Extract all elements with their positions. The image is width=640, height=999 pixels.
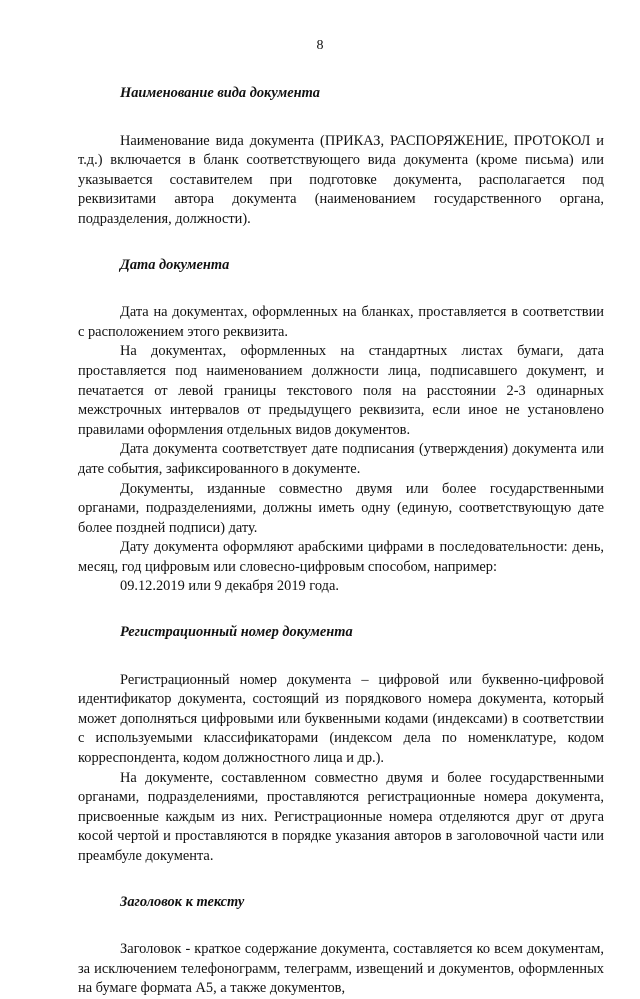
paragraph: На документе, составленном совместно двумя и более государственными органами, подразделениями, проставляются регистрационные номера документа, присвоенные каждым из них. Регистрационные номера отделяются друг от друга косой чертой и проставляются в порядке указания авторов в заголовочной части или преамбуле документа.: [78, 769, 604, 864]
paragraph: Наименование вида документа (ПРИКАЗ, РАСПОРЯЖЕНИЕ, ПРОТОКОЛ и т.д.) включается в бланк соответствующего вида документа (кроме письма) или указывается составителем при подготовке документа, располагается под реквизитами автора документа (наименованием государственного органа, подразделения, должности).: [78, 132, 604, 227]
page-number: 8: [316, 38, 324, 53]
paragraph: Дату документа оформляют арабскими цифрами в последовательности: день, месяц, год цифровым или словесно-цифровым способом, например:: [78, 539, 604, 575]
document-body: [78, 84, 604, 999]
paragraph: 09.12.2019 или 9 декабря 2019 года.: [120, 578, 339, 595]
paragraph: На документах, оформленных на стандартных листах бумаги, дата проставляется под наименованием должности лица, подписавшего документ, и печатается от левой границы текстового поля на расстоянии 2-3 одинарных межстрочных интервалов от предыдущего реквизита, если иное не установлено правилами оформления отдельных видов документов.: [78, 343, 604, 438]
paragraph: Дата на документах, оформленных на бланках, проставляется в соответствии с расположением этого реквизита.: [78, 304, 604, 340]
section-heading: Наименование вида документа: [120, 85, 320, 101]
paragraph: Заголовок - краткое содержание документа, составляется ко всем документам, за исключением телефонограмм, телеграмм, извещений и документов, оформленных на бумаге формата А5, а также документов,: [78, 941, 604, 997]
paragraph: Дата документа соответствует дате подписания (утверждения) документа или дате события, зафиксированного в документе.: [78, 441, 604, 477]
section-heading: Дата документа: [120, 256, 230, 273]
paragraph: Документы, изданные совместно двумя или более государственными органами, подразделениями, должны иметь одну (единую, соответствующую дате более поздней подписи) дату.: [78, 480, 604, 536]
section-heading: Заголовок к тексту: [120, 893, 245, 910]
paragraph: Регистрационный номер документа – цифровой или буквенно-цифровой идентификатор документа, состоящий из порядкового номера документа, который может дополняться цифровыми или буквенными кодами (индексами) в соответствии с используемыми классификаторами (индексом дела по номенклатуре, кодом корреспондента, кодом должностного лица и др.).: [78, 671, 604, 767]
section-heading: Регистрационный номер документа: [120, 624, 353, 641]
